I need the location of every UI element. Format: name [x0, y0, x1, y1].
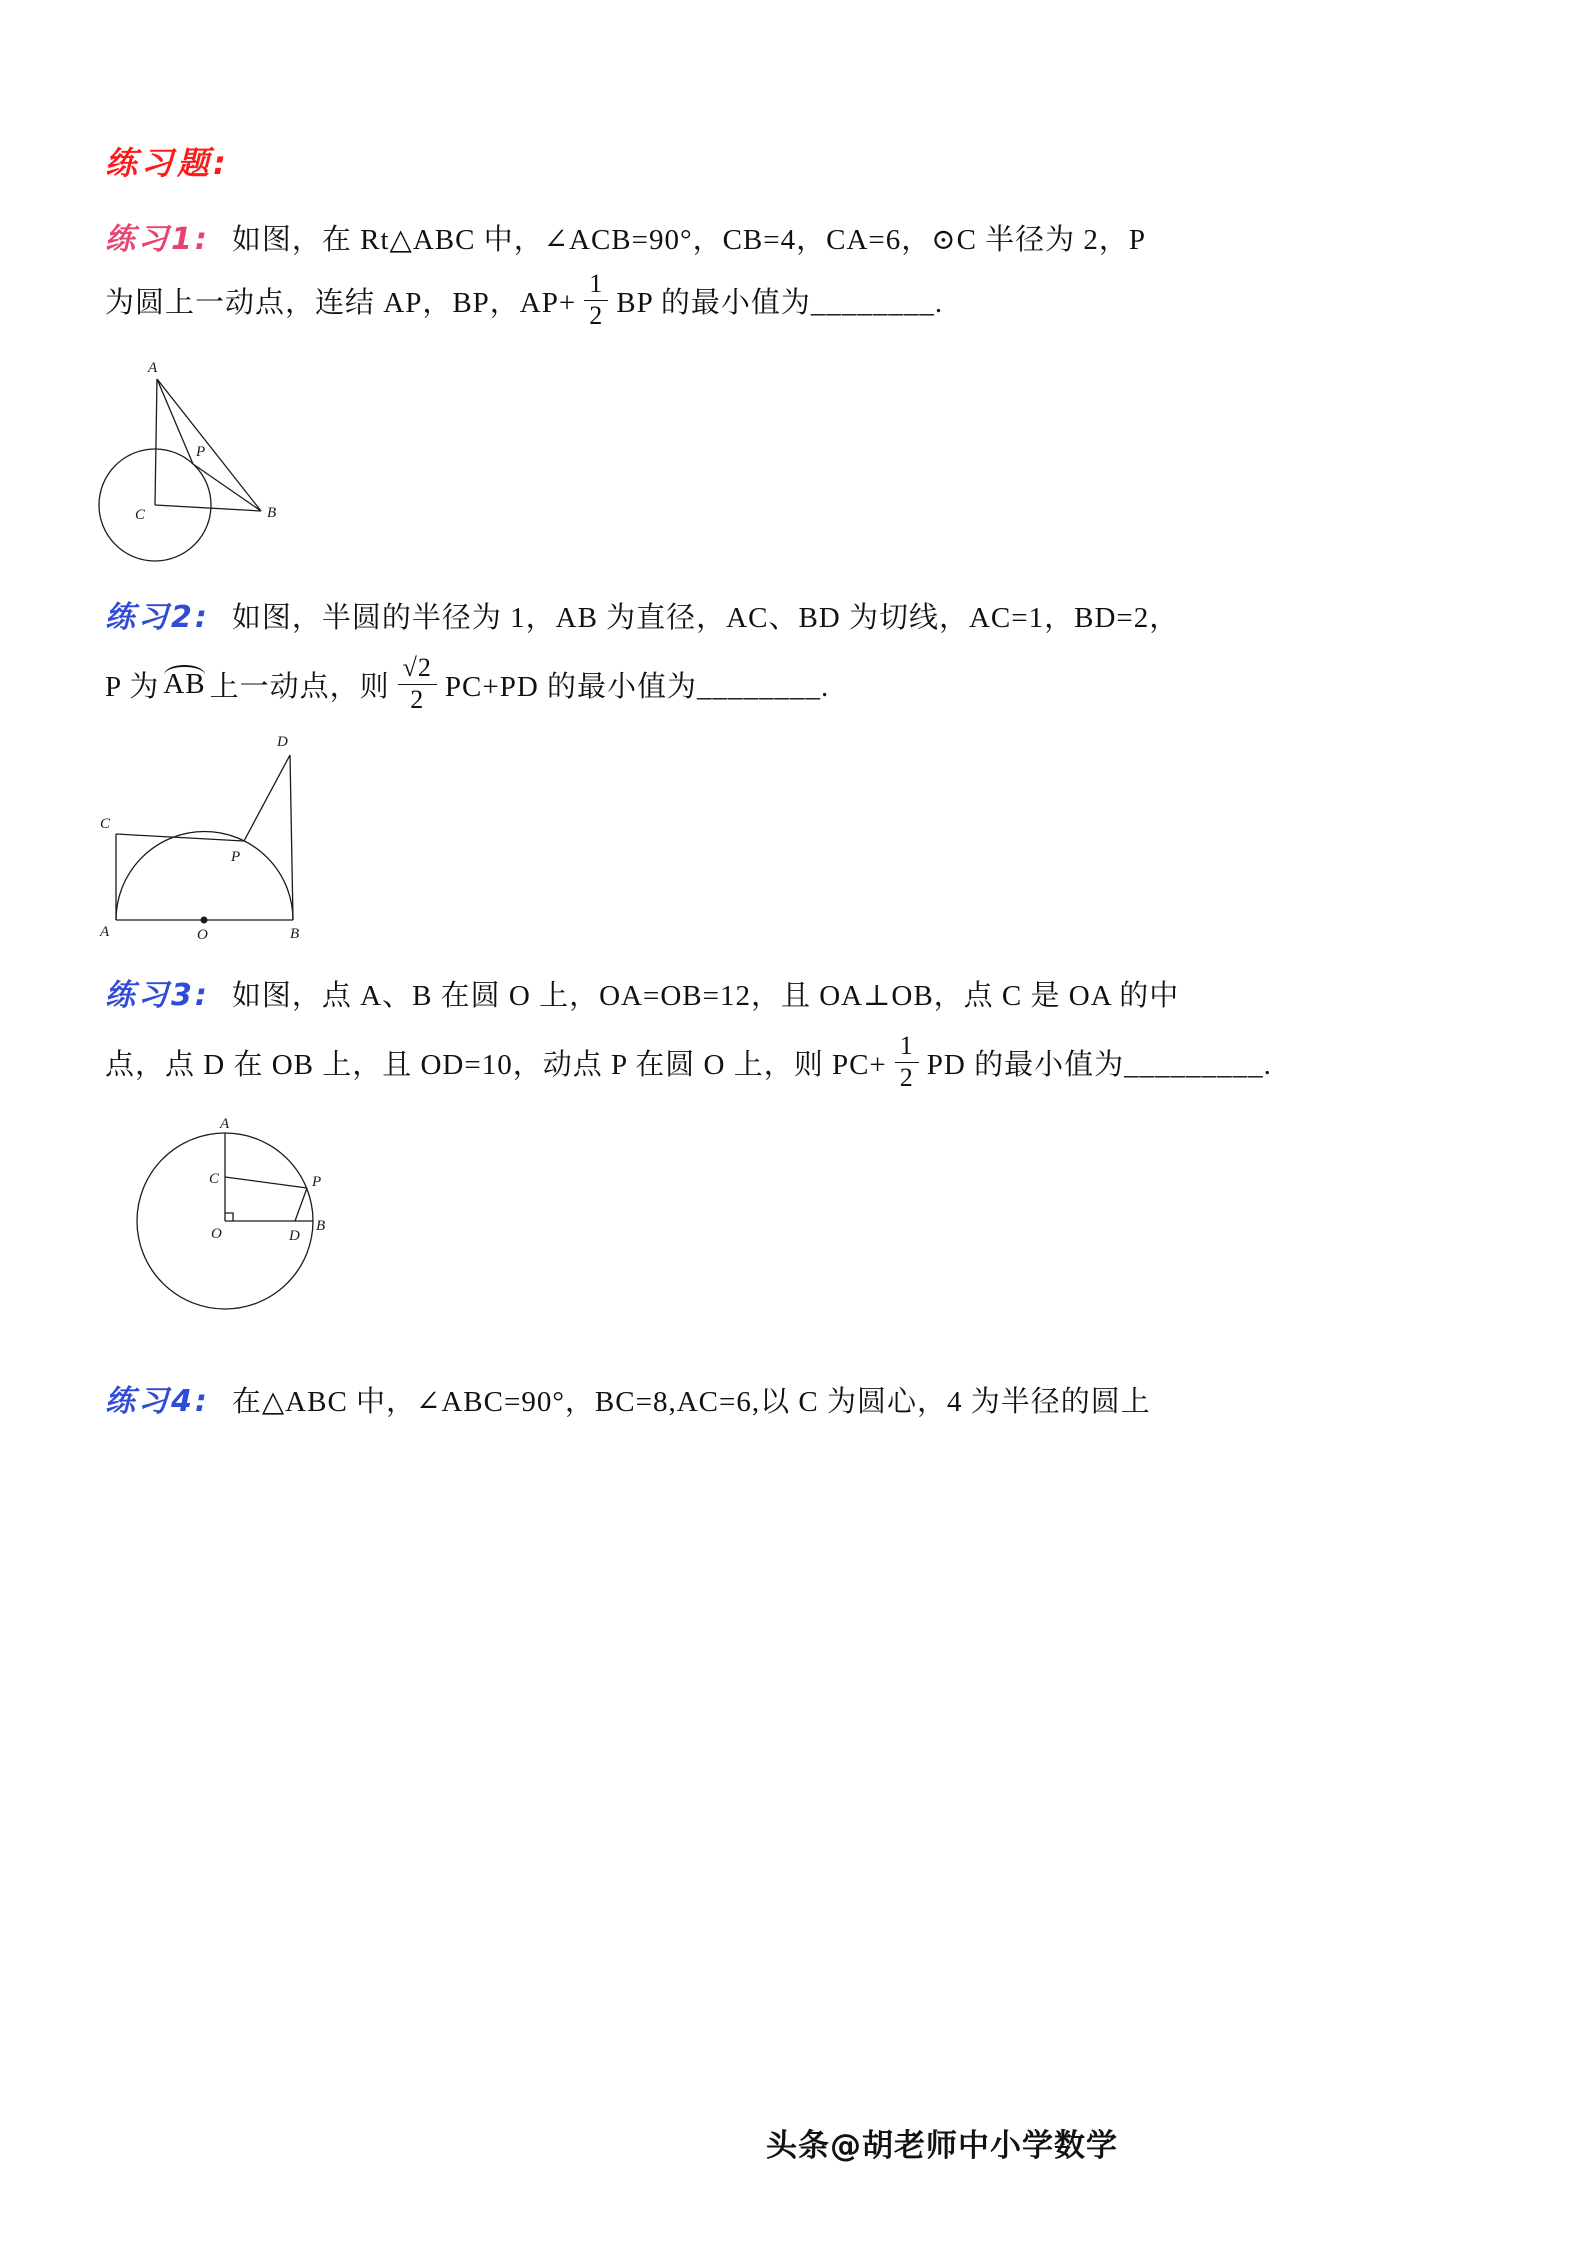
segment-CP: [225, 1177, 307, 1188]
problem1-label: 练习1:: [105, 222, 210, 257]
point-label-C: C: [135, 507, 146, 523]
point-label-B: B: [290, 926, 300, 942]
problem1-text-line1: 如图，在 Rt△ABC 中，∠ACB=90°，CB=4，CA=6，⊙C 半径为 2，P: [231, 224, 1147, 256]
tangent-BD: [290, 755, 293, 920]
point-label-B: B: [316, 1218, 326, 1234]
fraction-one-half: [895, 1032, 919, 1092]
problem2-text-line2-post: PC+PD 的最小值为________.: [444, 670, 830, 703]
segment-PD: [244, 755, 290, 841]
fraction-one-half: [584, 270, 608, 330]
fraction-numerator: 1: [895, 1032, 919, 1063]
arc-AB-notation: AB: [163, 667, 206, 700]
figure2-diagram: [98, 730, 320, 944]
problem2-text-line2-mid: 上一动点，则: [209, 670, 390, 703]
segment-AP: [157, 379, 193, 464]
problem1-line1: [105, 214, 1146, 258]
problem2-line1: [105, 592, 1179, 636]
fraction-sqrt2-over-2: [398, 654, 437, 714]
point-label-B: B: [267, 505, 277, 521]
problem3-text-line2-post: PD 的最小值为_________.: [926, 1048, 1272, 1081]
problem3-text-line1: 如图，点 A、B 在圆 O 上，OA=OB=12，且 OA⊥OB，点 C 是 OA 的中: [231, 980, 1180, 1012]
problem3-label: 练习3:: [105, 978, 210, 1013]
figure-problem1: [95, 354, 325, 572]
segment-CB: [155, 505, 261, 511]
point-label-A: A: [100, 924, 110, 940]
segment-AC: [155, 379, 157, 505]
point-label-C: C: [209, 1171, 220, 1187]
point-label-A: A: [220, 1116, 230, 1132]
problem3-line1: [105, 970, 1179, 1014]
point-label-A: A: [148, 360, 158, 376]
problem4-label: 练习4:: [105, 1384, 210, 1419]
watermark-footer: 头条@胡老师中小学数学: [766, 2128, 1118, 2164]
point-label-O: O: [197, 927, 208, 943]
problem2-text-line2-pre: P 为: [105, 670, 160, 703]
fraction-numerator: √2: [398, 654, 437, 685]
point-label-D: D: [277, 734, 288, 750]
problem3-text-line2-pre: 点，点 D 在 OB 上，且 OD=10，动点 P 在圆 O 上，则 PC+: [105, 1048, 887, 1081]
point-label-P: P: [231, 849, 241, 865]
fraction-numerator: 1: [584, 270, 608, 301]
figure-problem3: [130, 1116, 340, 1324]
problem2-line2: [105, 648, 829, 720]
point-label-C: C: [100, 816, 111, 832]
point-label-D: D: [289, 1228, 300, 1244]
right-angle-mark: [225, 1213, 233, 1221]
point-label-P: P: [312, 1174, 322, 1190]
figure1-diagram: [95, 354, 325, 572]
problem3-line2: [105, 1026, 1272, 1098]
segment-BP: [193, 464, 261, 511]
problem4-line1: [105, 1376, 1151, 1420]
problem4-text-line1: 在△ABC 中，∠ABC=90°，BC=8,AC=6,以 C 为圆心，4 为半径的圆上: [231, 1386, 1151, 1418]
fraction-denominator: 2: [899, 1062, 914, 1092]
problem2-text-line1: 如图，半圆的半径为 1，AB 为直径，AC、BD 为切线，AC=1，BD=2，: [231, 602, 1180, 634]
problem1-text-line2-post: BP 的最小值为________.: [616, 286, 944, 319]
fraction-denominator: 2: [410, 684, 425, 714]
figure-problem2: [98, 730, 320, 944]
point-label-P: P: [196, 444, 206, 460]
worksheet-header: 练习题:: [105, 144, 230, 182]
problem1-text-line2-pre: 为圆上一动点，连结 AP，BP，AP+: [105, 286, 577, 319]
figure3-diagram: [130, 1116, 340, 1324]
segment-DP: [295, 1188, 307, 1221]
center-dot-O: [201, 917, 208, 924]
problem1-line2: [105, 264, 943, 336]
problem2-label: 练习2:: [105, 600, 210, 635]
fraction-denominator: 2: [589, 300, 604, 330]
semicircle-arc: [116, 832, 293, 921]
point-label-O: O: [211, 1226, 222, 1242]
